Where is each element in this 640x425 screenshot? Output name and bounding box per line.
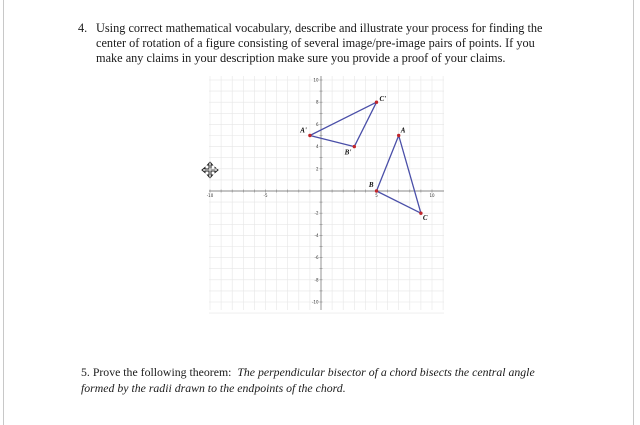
y-tick-label: -4 (314, 232, 319, 238)
vertex-label: A (400, 126, 406, 135)
question-4-line-1: Using correct mathematical vocabulary, describe and illustrate your process for finding the (96, 21, 543, 35)
coordinate-plane (206, 76, 444, 310)
question-5 (81, 364, 601, 396)
x-tick-label: 10 (429, 193, 435, 198)
y-tick-label: 10 (313, 77, 319, 83)
question-5-line-1 (81, 364, 601, 380)
vertex-point (353, 145, 356, 148)
question-4-number: 4. (78, 21, 88, 35)
y-tick-label: 2 (315, 166, 319, 172)
question-4-line-2: center of rotation of a figure consisting of several image/pre-image pairs of points. If you (96, 36, 535, 51)
page-right-border (633, 0, 634, 425)
vertex-point (375, 101, 378, 104)
y-tick-label: 4 (315, 144, 319, 150)
vertex-label: B (368, 181, 374, 189)
vertex-label: C (422, 214, 428, 223)
vertex-label: B' (344, 148, 352, 157)
question-4-line-3: make any claims in your description make sure you provide a proof of your claims. (96, 51, 506, 66)
question-5-intro: Prove the following theorem: (92, 365, 232, 379)
y-tick-label: -8 (314, 277, 319, 283)
x-tick-label: -5 (263, 193, 268, 198)
y-tick-label: 6 (315, 121, 319, 127)
coordinate-graph (206, 76, 444, 310)
vertex-label: A' (300, 126, 307, 135)
y-tick-label: -10 (311, 299, 319, 305)
theorem-line-2: formed by the radii drawn to the endpoints of the chord. (81, 381, 346, 395)
question-4 (78, 21, 578, 67)
question-5-line-2 (81, 380, 601, 396)
theorem-line-1: The perpendicular bisector of a chord bisects the central angle (237, 365, 535, 379)
y-tick-label: 8 (315, 99, 319, 105)
y-tick-label: -6 (314, 255, 319, 261)
vertex-label: C' (379, 95, 387, 104)
y-tick-label: -2 (314, 210, 319, 216)
x-tick-label: -10 (206, 193, 214, 198)
vertex-point (375, 189, 378, 192)
x-tick-label: 5 (375, 193, 378, 198)
page-left-border (3, 0, 4, 425)
vertex-point (308, 134, 311, 137)
question-5-number: 5. (81, 365, 90, 379)
